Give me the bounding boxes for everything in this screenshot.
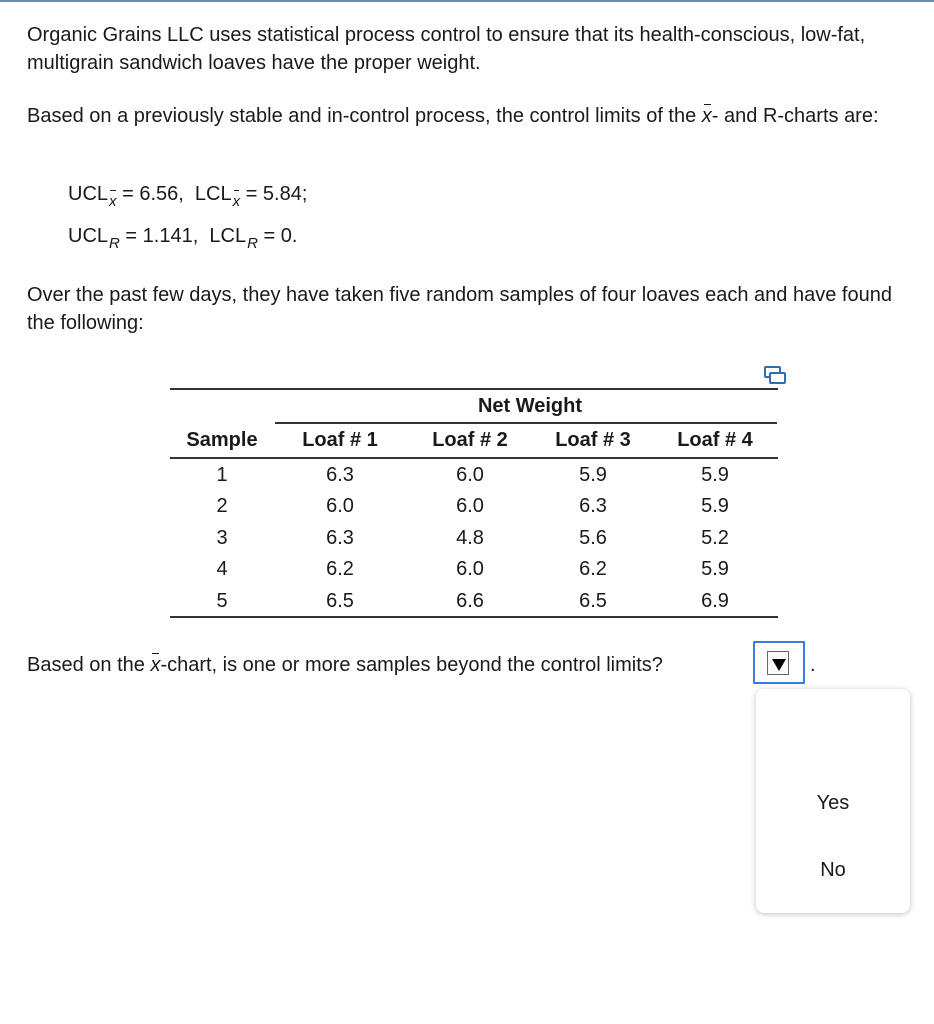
table-cell: 6.0 xyxy=(456,558,484,580)
table-cell: 5 xyxy=(216,590,228,612)
lcl-x-label: LCL xyxy=(194,183,232,205)
ucl-r-subscript: R xyxy=(109,235,120,252)
answer-dropdown[interactable] xyxy=(753,641,805,684)
table-cell: 3 xyxy=(216,527,228,549)
ucl-x-subscript: x xyxy=(109,189,117,215)
header-loaf-2: Loaf # 2 xyxy=(432,429,508,451)
table-cell: 4 xyxy=(216,558,228,580)
lcl-r-label: LCL xyxy=(209,225,247,247)
table-top-rule xyxy=(170,388,778,390)
copy-table-icon[interactable] xyxy=(764,365,786,385)
table-cell: 6.5 xyxy=(579,590,607,612)
table-cell: 6.3 xyxy=(326,527,354,549)
question-text-b: -chart, is one or more samples beyond the control limits? xyxy=(160,654,663,676)
top-border xyxy=(0,0,934,2)
header-loaf-4: Loaf # 4 xyxy=(677,429,753,451)
dropdown-toggle[interactable] xyxy=(767,651,789,675)
table-bottom-rule xyxy=(170,616,778,618)
x-bar-symbol: x xyxy=(702,102,712,130)
option-yes[interactable]: Yes xyxy=(816,792,850,814)
table-cell: 6.0 xyxy=(326,495,354,517)
lcl-r-subscript: R xyxy=(247,235,258,252)
lcl-r-value: = 0. xyxy=(263,225,298,247)
table-cell: 6.6 xyxy=(456,590,484,612)
header-sample: Sample xyxy=(186,429,258,451)
lcl-x-subscript: x xyxy=(233,189,241,215)
limits-intro-text-a: Based on a previously stable and in-control process, the control limits of the xyxy=(27,105,702,127)
ucl-r-value: = 1.141, xyxy=(125,225,199,247)
ucl-x-value: = 6.56, xyxy=(122,183,184,205)
table-cell: 1 xyxy=(216,464,228,486)
samples-paragraph: Over the past few days, they have taken five random samples of four loaves each and have found the following: xyxy=(27,284,892,334)
table-cell: 5.9 xyxy=(701,558,729,580)
option-no[interactable]: No xyxy=(820,859,846,881)
ucl-x-label: UCL xyxy=(68,183,109,205)
table-cell: 5.9 xyxy=(701,495,729,517)
table-cell: 6.2 xyxy=(579,558,607,580)
table-group-rule xyxy=(275,422,777,424)
header-loaf-1: Loaf # 1 xyxy=(302,429,378,451)
table-cell: 5.9 xyxy=(701,464,729,486)
net-weight-header: Net Weight xyxy=(477,395,583,417)
table-cell: 6.5 xyxy=(326,590,354,612)
ucl-r-label: UCL xyxy=(68,225,109,247)
table-cell: 6.0 xyxy=(456,495,484,517)
limits-intro-paragraph xyxy=(27,102,907,130)
triangle-down-icon xyxy=(772,659,786,671)
limits-intro-text-b: - and R-charts are: xyxy=(711,105,879,127)
header-loaf-3: Loaf # 3 xyxy=(555,429,631,451)
question-x-bar: x xyxy=(150,651,160,679)
table-cell: 6.2 xyxy=(326,558,354,580)
table-cell: 6.3 xyxy=(326,464,354,486)
table-cell: 4.8 xyxy=(456,527,484,549)
dropdown-menu xyxy=(756,689,910,913)
table-cell: 6.0 xyxy=(456,464,484,486)
table-cell: 6.3 xyxy=(579,495,607,517)
lcl-x-value: = 5.84; xyxy=(245,183,308,205)
x-chart-limits xyxy=(68,181,307,209)
table-header-rule xyxy=(170,457,778,459)
table-cell: 6.9 xyxy=(701,590,729,612)
r-chart-limits xyxy=(68,223,297,251)
question-text-a: Based on the xyxy=(27,654,151,676)
table-cell: 5.9 xyxy=(579,464,607,486)
question-text xyxy=(27,651,663,679)
intro-paragraph: Organic Grains LLC uses statistical process control to ensure that its health-conscious, low-fat, multigrain sandwich loaves have the proper weight. xyxy=(27,24,866,74)
table-cell: 2 xyxy=(216,495,228,517)
table-cell: 5.6 xyxy=(579,527,607,549)
table-cell: 5.2 xyxy=(701,527,729,549)
question-period: . xyxy=(810,654,816,676)
